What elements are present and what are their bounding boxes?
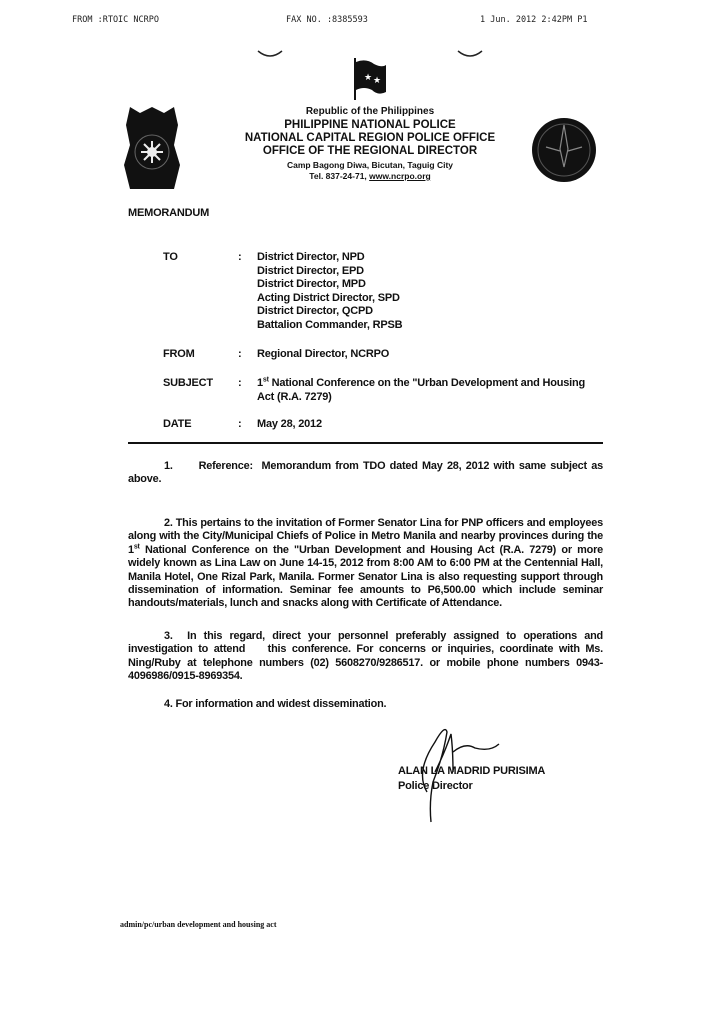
fax-sender: FROM :RTOIC NCRPO <box>72 15 159 25</box>
fax-number: FAX NO. :8385593 <box>286 15 368 25</box>
colon: : <box>238 418 242 430</box>
recipient: District Director, NPD <box>257 251 365 263</box>
pnp-badge-logo <box>122 105 182 191</box>
to-label: TO <box>163 251 178 263</box>
recipient: Acting District Director, SPD <box>257 291 400 304</box>
svg-text:★: ★ <box>364 73 373 83</box>
ncrpo-seal-logo <box>530 105 598 191</box>
recipient: District Director, EPD <box>257 264 364 277</box>
from-value: Regional Director, NCRPO <box>257 348 390 360</box>
colon: : <box>238 348 242 360</box>
paragraph-3: 3. In this regard, direct your personnel preferably assigned to operations and investigation to attend this conference. For concerns or inquiries, coordinate with Ms. Ning/Ruby at telephone numbers (02) 5608270/9286517. or mobile phone numbers 0943-4096986/0915-8969354. <box>128 630 606 683</box>
paragraph-4: 4. For information and widest dissemination. <box>164 698 387 710</box>
punch-mark-icon <box>255 48 285 62</box>
letterhead-agency: PHILIPPINE NATIONAL POLICE <box>284 119 456 131</box>
letterhead-country: Republic of the Philippines <box>305 106 435 117</box>
recipient: Battalion Commander, RPSB <box>257 318 403 331</box>
subject-label: SUBJECT <box>163 377 213 389</box>
date-label: DATE <box>163 418 192 430</box>
divider <box>128 442 603 444</box>
to-recipients <box>257 251 402 333</box>
letterhead-suboffice: OFFICE OF THE REGIONAL DIRECTOR <box>262 145 478 157</box>
recipient: District Director, QCPD <box>257 305 373 318</box>
colon: : <box>238 251 242 263</box>
website-link[interactable]: www.ncrpo.org <box>369 171 431 181</box>
subject-value: 1st National Conference on the "Urban Development and Housing Act (R.A. 7279) <box>257 376 586 403</box>
date-value: May 28, 2012 <box>257 418 322 430</box>
paragraph-1: 1. Reference: Memorandum from TDO dated May 28, 2012 with same subject as above. <box>128 460 606 486</box>
signatory-name: ALAN LA MADRID PURISIMA <box>398 765 546 777</box>
signatory-title: Police Director <box>398 780 473 792</box>
punch-mark-icon <box>455 48 485 62</box>
letterhead-address: Camp Bagong Diwa, Bicutan, Taguig City <box>286 160 454 170</box>
colon: : <box>238 377 242 389</box>
file-reference: admin/pc/urban development and housing act <box>120 920 277 929</box>
flag-icon <box>352 56 388 102</box>
paragraph-2: 2. This pertains to the invitation of Former Senator Lina for PNP officers and employees along with the City/Municipal Chiefs of Police in Metro Manila and nearby provinces during the 1st National Conference on the "Urban Development and Housing Act (R.A. 7279) or more widely known as Lina Law on June 14-15, 2012 from 8:00 AM to 6:00 PM at the Centennial Hall, Manila Hotel, One Rizal Park, Manila. Former Senator Lina is also requesting support through dissemination of information. Seminar fee amounts to P6,500.00 which include seminar handouts/materials, lunch and snacks along with Certificate of Attendance. <box>128 517 603 610</box>
from-label: FROM <box>163 348 195 360</box>
memo-title: MEMORANDUM <box>128 207 210 219</box>
letterhead-office: NATIONAL CAPITAL REGION POLICE OFFICE <box>244 132 496 144</box>
recipient: District Director, MPD <box>257 278 366 291</box>
letterhead-contact: Tel. 837-24-71, www.ncrpo.org <box>309 171 431 181</box>
fax-datetime: 1 Jun. 2012 2:42PM P1 <box>480 15 588 25</box>
svg-text:★: ★ <box>373 76 382 86</box>
